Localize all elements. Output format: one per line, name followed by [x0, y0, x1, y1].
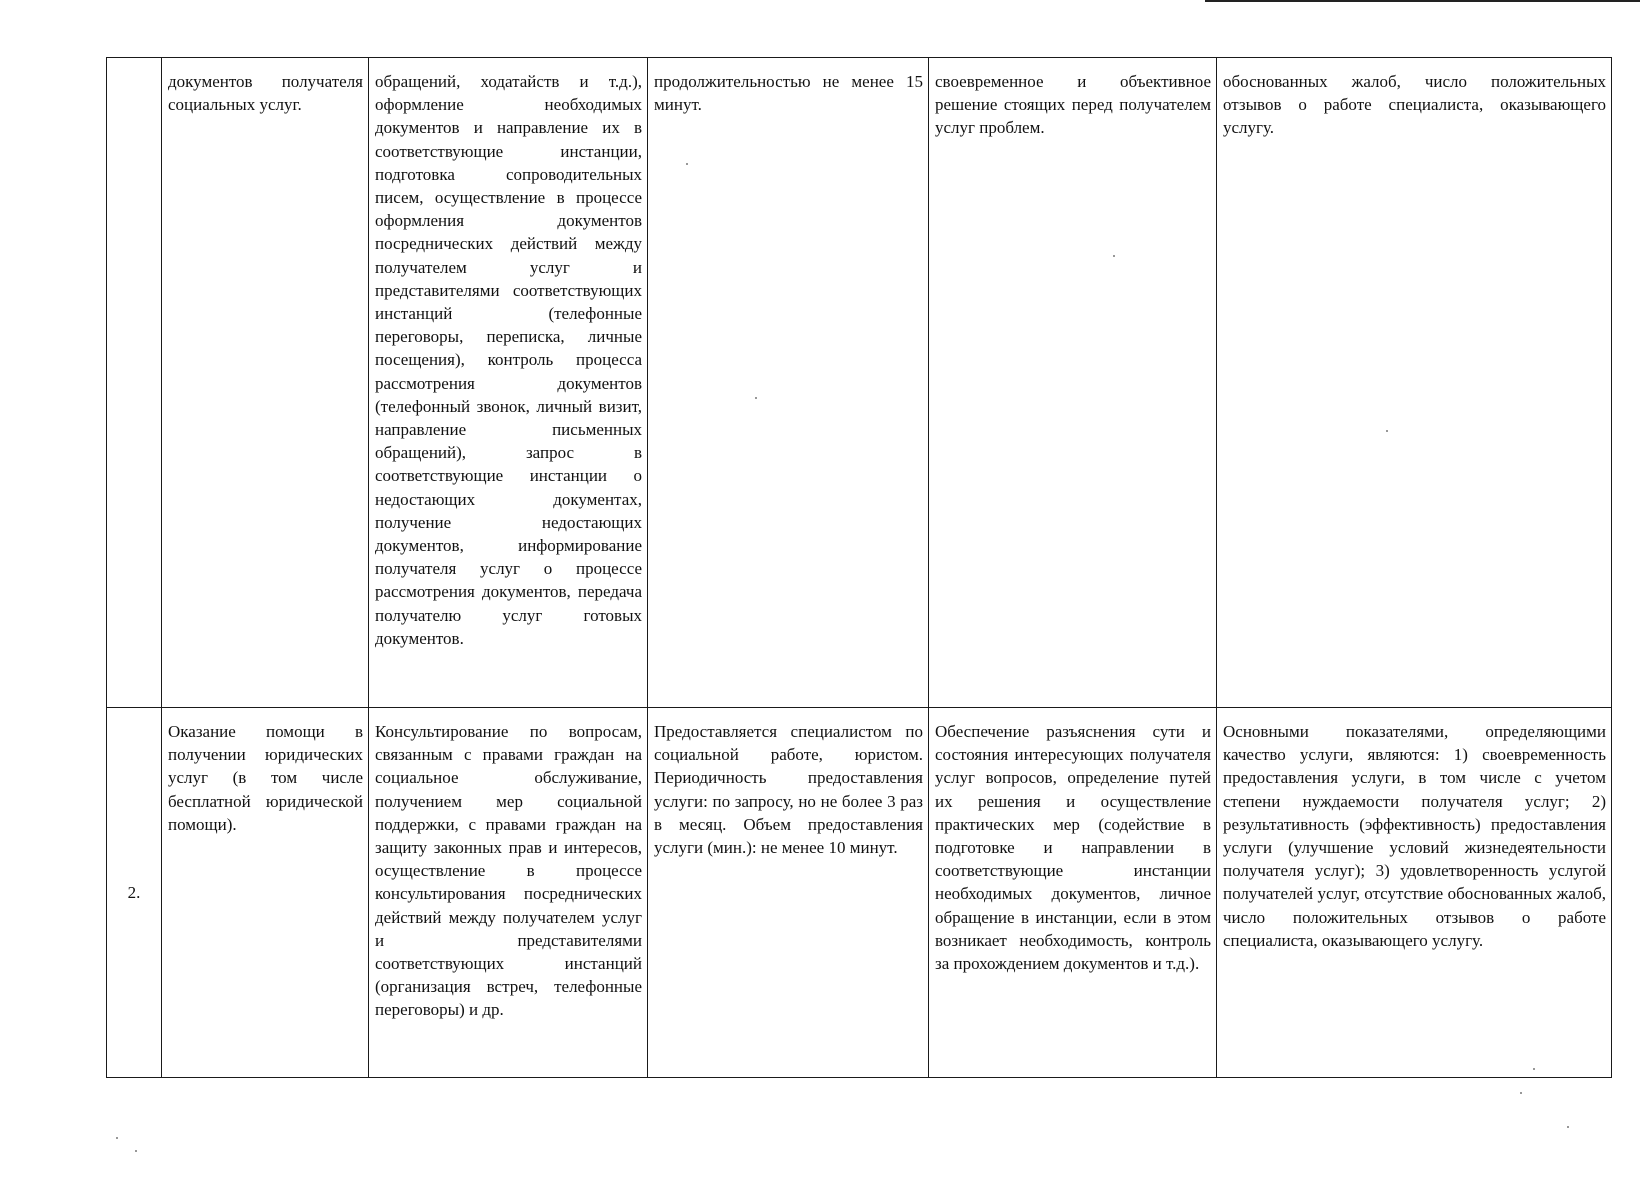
scan-speck: [135, 1150, 137, 1152]
scan-speck: [1567, 1126, 1569, 1128]
service-quality-cell: обоснованных жалоб, число положительных отзывов о работе специалиста, оказывающего услугу.: [1217, 58, 1612, 708]
table-row: [107, 708, 1612, 1078]
service-terms-cell: Предоставляется специалистом по социальной работе, юристом. Периодичность предоставления услуги: по запросу, но не более 3 раз в месяц. Объем предоставления услуги (мин.): не менее 10 минут.: [648, 708, 929, 1078]
row-number-cell: [107, 58, 162, 708]
scan-speck: [686, 163, 688, 165]
scan-speck: [755, 397, 757, 399]
scan-speck: [1386, 430, 1388, 432]
service-name-cell: документов получателя социальных услуг.: [162, 58, 369, 708]
service-conditions-cell: своевременное и объективное решение стоящих перед получателем услуг проблем.: [929, 58, 1217, 708]
service-terms-cell: продолжительностью не менее 15 минут.: [648, 58, 929, 708]
scan-speck: [1520, 1092, 1522, 1094]
services-table: [106, 57, 1612, 1078]
service-description-cell: обращений, ходатайств и т.д.), оформление необходимых документов и направление их в соответствующие инстанции, подготовка сопроводительных писем, осуществление в процессе оформления документов посреднических действий между получателем услуг и представителями соответствующих инстанций (телефонные переговоры, переписка, личные посещения), контроль процесса рассмотрения документов (телефонный звонок, личный визит, направление письменных обращений), запрос в соответствующие инстанции о недостающих документах, получение недостающих документов, информирование получателя услуг о процессе рассмотрения документов, передача получателю услуг готовых документов.: [369, 58, 648, 708]
scan-speck: [1113, 255, 1115, 257]
service-conditions-cell: Обеспечение разъяснения сути и состояния интересующих получателя услуг вопросов, определение путей их решения и осуществление практических мер (содействие в подготовке и направлении в соответствующие инстанции необходимых документов, личное обращение в инстанции, если в этом возникает необходимость, контроль за прохождением документов и т.д.).: [929, 708, 1217, 1078]
table-row: [107, 58, 1612, 708]
scan-speck: [1533, 1068, 1535, 1070]
scan-speck: [116, 1137, 118, 1139]
top-edge-rule: [1205, 0, 1640, 2]
service-description-cell: Консультирование по вопросам, связанным с правами граждан на социальное обслуживание, получением мер социальной поддержки, с правами граждан на защиту законных прав и интересов, осуществление в процессе консультирования посреднических действий между получателем услуг и представителями соответствующих инстанций (организация встреч, телефонные переговоры) и др.: [369, 708, 648, 1078]
service-quality-cell: Основными показателями, определяющими качество услуги, являются: 1) своевременность предоставления услуги, в том числе с учетом степени нуждаемости получателя услуг; 2) результативность (эффективность) предоставления услуги (улучшение условий жизнедеятельности получателя услуг); 3) удовлетворенность услугой получателей услуг, отсутствие обоснованных жалоб, число положительных отзывов о работе специалиста, оказывающего услугу.: [1217, 708, 1612, 1078]
row-number-cell: 2.: [107, 708, 162, 1078]
service-name-cell: Оказание помощи в получении юридических услуг (в том числе бесплатной юридической помощи).: [162, 708, 369, 1078]
